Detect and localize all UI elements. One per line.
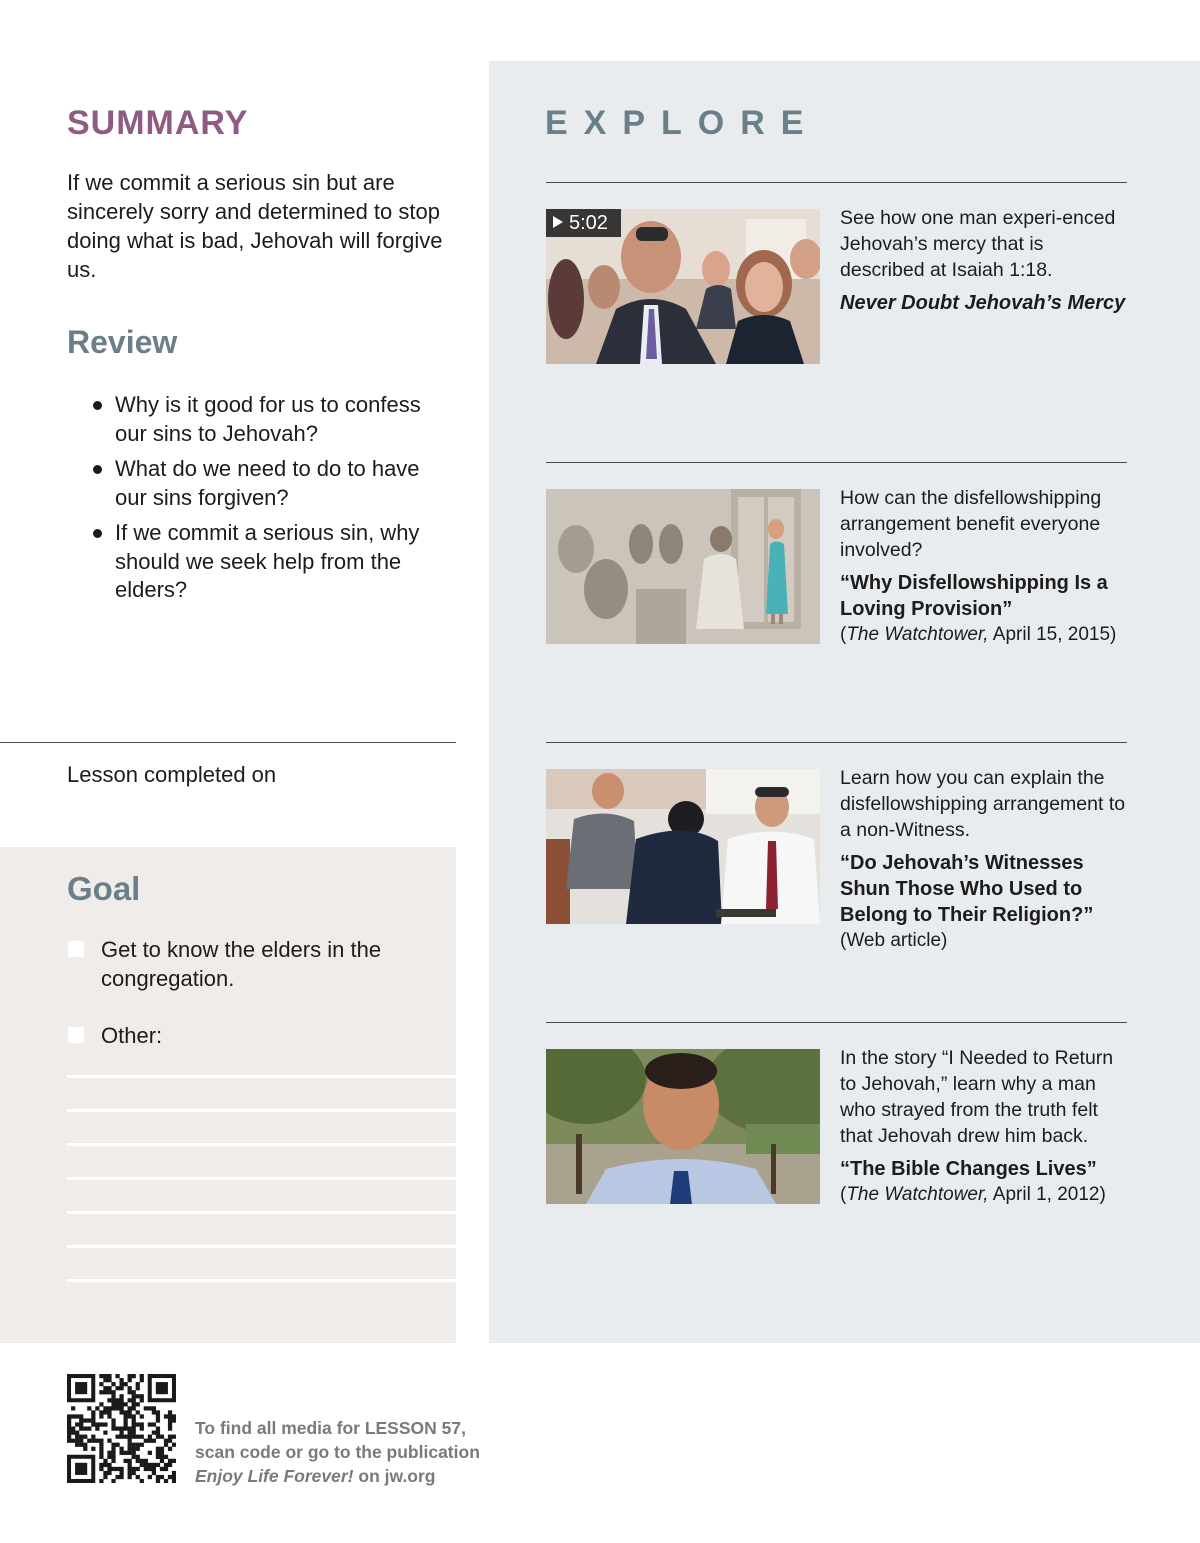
explore-entry [840, 1045, 1130, 1208]
explore-title: EXPLORE [545, 104, 820, 142]
video-duration-badge: 5:02 [546, 209, 621, 237]
review-question: What do we need to do to have our sins forgiven? [90, 455, 450, 512]
video-thumbnail[interactable] [546, 209, 820, 364]
explore-source: (Web article) [840, 930, 948, 951]
explore-description: Learn how you can explain the disfellowshipping arrangement to a non-Witness. [840, 767, 1126, 841]
write-in-line[interactable] [67, 1279, 456, 1282]
explore-source: (The Watchtower, April 1, 2012) [840, 1184, 1106, 1205]
article-thumbnail-image [546, 489, 820, 644]
goal-box [0, 847, 456, 1343]
explore-divider [546, 462, 1127, 463]
footer-text: To find all media for LESSON 57, scan code or go to the publication Enjoy Life Forever! on jw.org [195, 1418, 480, 1486]
article-thumbnail[interactable] [546, 489, 820, 644]
explore-entry [840, 765, 1130, 954]
explore-description: See how one man experi-enced Jehovah’s mercy that is described at Isaiah 1:18. [840, 207, 1116, 281]
goal-title: Goal [67, 870, 141, 907]
qr-code-image [67, 1374, 176, 1483]
write-in-line[interactable] [67, 1109, 456, 1112]
explore-entry [840, 485, 1130, 648]
write-in-line[interactable] [67, 1245, 456, 1248]
goal-item-label: Get to know the elders in the congregation. [101, 937, 382, 991]
explore-description: In the story “I Needed to Return to Jehovah,” learn why a man who strayed from the truth felt that Jehovah drew him back. [840, 1047, 1114, 1147]
review-question: Why is it good for us to confess our sins to Jehovah? [90, 391, 450, 448]
goal-checkbox[interactable] [68, 1027, 84, 1043]
summary-text: If we commit a serious sin but are sincerely sorry and determined to stop doing what is bad, Jehovah will forgive us. [67, 170, 443, 282]
bullet-icon [93, 529, 102, 538]
review-question: If we commit a serious sin, why should we seek help from the elders? [90, 519, 450, 605]
write-in-line[interactable] [67, 1211, 456, 1214]
article-thumbnail[interactable] [546, 1049, 820, 1204]
qr-code[interactable] [67, 1374, 176, 1483]
explore-title-link[interactable]: Never Doubt Jehovah’s Mercy [840, 292, 1126, 314]
goal-item-other[interactable] [67, 1022, 447, 1051]
article-thumbnail-image [546, 1049, 820, 1204]
explore-title-link[interactable]: “The Bible Changes Lives” [840, 1158, 1097, 1180]
review-title: Review [67, 324, 178, 360]
summary-title: SUMMARY [67, 104, 249, 142]
bullet-icon [93, 465, 102, 474]
article-thumbnail-image [546, 769, 820, 924]
review-list [90, 391, 450, 612]
article-thumbnail[interactable] [546, 769, 820, 924]
lesson-divider [0, 742, 456, 743]
explore-title-link[interactable]: “Do Jehovah’s Witnesses Shun Those Who Used to Belong to Their Religion?” [840, 852, 1094, 926]
write-in-line[interactable] [67, 1143, 456, 1146]
lesson-completed-label: Lesson completed on [67, 762, 277, 787]
explore-divider [546, 742, 1127, 743]
goal-checkbox[interactable] [68, 941, 84, 957]
write-in-line[interactable] [67, 1177, 456, 1180]
explore-description: How can the disfellowshipping arrangement benefit everyone involved? [840, 487, 1102, 561]
goal-item-label: Other: [101, 1023, 163, 1048]
bullet-icon [93, 401, 102, 410]
explore-source: (The Watchtower, April 15, 2015) [840, 624, 1117, 645]
explore-divider [546, 1022, 1127, 1023]
play-icon [553, 216, 563, 228]
explore-divider [546, 182, 1127, 183]
write-in-line[interactable] [67, 1075, 456, 1078]
goal-item[interactable] [67, 936, 447, 993]
explore-entry [840, 205, 1130, 316]
explore-title-link[interactable]: “Why Disfellowshipping Is a Loving Provision” [840, 572, 1108, 620]
